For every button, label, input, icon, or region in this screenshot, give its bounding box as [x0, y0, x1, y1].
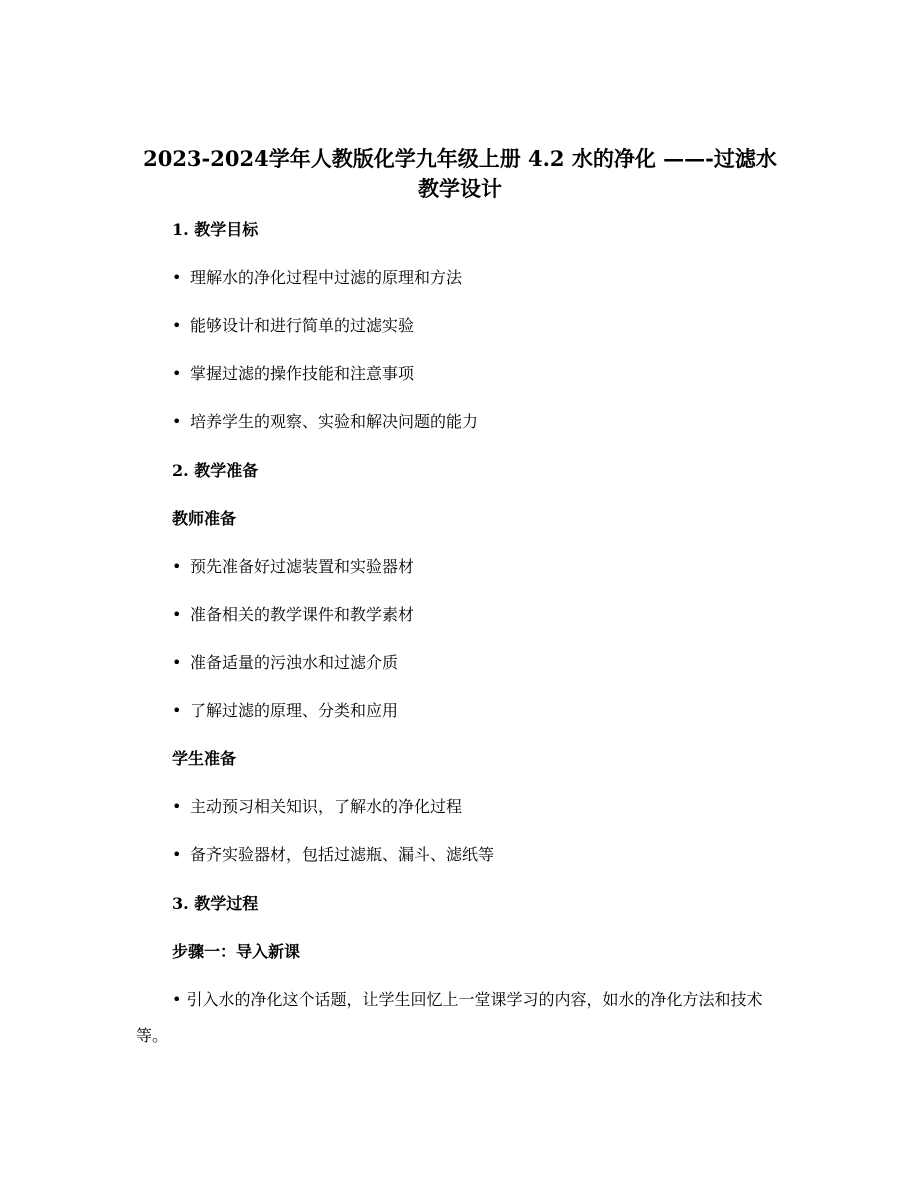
bullet-icon: •: [172, 797, 182, 816]
list-item-text: 准备适量的污浊水和过滤介质: [190, 653, 399, 672]
bullet-icon: •: [172, 605, 182, 624]
list-item: [172, 266, 462, 290]
list-item: [172, 314, 414, 338]
list-item-text: 能够设计和进行简单的过滤实验: [190, 316, 415, 335]
list-item-text: 培养学生的观察、实验和解决问题的能力: [190, 412, 479, 431]
list-item: [172, 603, 414, 627]
document-title-line-1: 2023-2024学年人教版化学九年级上册 4.2 水的净化 ——-过滤水: [143, 146, 777, 171]
list-item: [172, 843, 494, 867]
subheading-student-prep: 学生准备: [172, 749, 237, 768]
section-heading-preparation: 2. 教学准备: [172, 461, 259, 480]
list-item: [172, 362, 414, 386]
bullet-icon: •: [172, 990, 182, 1009]
bullet-icon: •: [172, 557, 182, 576]
list-item-text: 主动预习相关知识，了解水的净化过程: [190, 797, 463, 816]
list-item-text: 了解过滤的原理、分类和应用: [190, 701, 399, 720]
list-item-text: 准备相关的教学课件和教学素材: [190, 605, 415, 624]
list-item-text: 掌握过滤的操作技能和注意事项: [190, 364, 415, 383]
step-one-paragraph: [136, 982, 786, 1054]
bullet-icon: •: [172, 653, 182, 672]
bullet-icon: •: [172, 412, 182, 431]
list-item-text: 理解水的净化过程中过滤的原理和方法: [190, 268, 463, 287]
list-item: [172, 555, 414, 579]
list-item: [172, 410, 478, 434]
list-item-text: 备齐实验器材，包括过滤瓶、漏斗、滤纸等: [190, 845, 495, 864]
document-title-line-2: 教学设计: [418, 176, 502, 201]
paragraph-text: 引入水的净化这个话题，让学生回忆上一堂课学习的内容，如水的净化方法和技术等。: [136, 990, 763, 1045]
list-item: [172, 795, 462, 819]
bullet-icon: •: [172, 845, 182, 864]
bullet-icon: •: [172, 268, 182, 287]
subheading-step-one: 步骤一：导入新课: [172, 942, 301, 961]
bullet-icon: •: [172, 364, 182, 383]
list-item: [172, 699, 398, 723]
bullet-icon: •: [172, 316, 182, 335]
section-heading-process: 3. 教学过程: [172, 894, 259, 913]
section-heading-objectives: 1. 教学目标: [172, 220, 259, 239]
list-item-text: 预先准备好过滤装置和实验器材: [190, 557, 415, 576]
bullet-icon: •: [172, 701, 182, 720]
list-item: [172, 651, 398, 675]
subheading-teacher-prep: 教师准备: [172, 509, 237, 528]
